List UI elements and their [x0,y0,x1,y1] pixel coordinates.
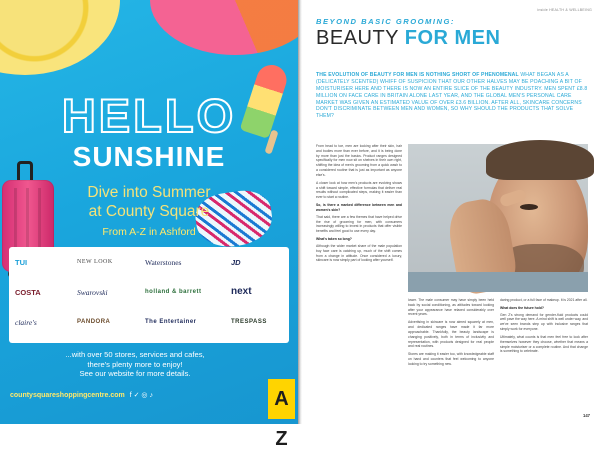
logo-swarovski: Swarovski [77,288,108,297]
body-paragraph: Although the wider market share of the male population buy face care is catching up, much of the shift comes from a change in attitude. Once considered a luxury, skincare is now simply part of looking after yourself. [316,243,402,263]
retailer-logo-panel [9,247,289,343]
standfirst-lead: THE EVOLUTION OF BEAUTY FOR MEN IS NOTHING SHORT OF PHENOMENAL [316,72,519,78]
logo-claires: claire's [15,318,37,327]
photo-eye [520,204,538,210]
man-applying-skincare-photo [408,144,588,292]
logo-new-look: NEW LOOK [77,259,113,265]
article-headline [316,28,500,48]
subheading: So, is there a marked difference between men and women's skin? [316,203,402,212]
body-paragraph: Ultimately, what counts is that men feel free to look after themselves however they choose, whether that means a simple moisturiser or a complete routine. And that change is something to celebrate. [500,334,588,354]
a-z-badge: A Z [268,379,295,419]
body-paragraph: Gen Z's strong demand for gender-fluid products could well pave the way here. A mind shift is well under way, and we've seen brands step up with inclusive ranges that simply work for everyone. [500,312,588,332]
logo-jd: JD [231,258,241,267]
body-paragraph: That said, there are a few themes that have helped drive the rise of grooming for men, with consumers increasingly willing to invest in products that offer visible benefits and feel good to use every day. [316,214,402,234]
logo-costa: COSTA [15,288,41,297]
logo-next: next [231,286,252,297]
photo-shirt [408,272,588,292]
more-line-3: See our website for more details. [79,369,191,379]
body-paragraph: daring product, or a full face of makeup. It is 2021 after all. [500,298,588,302]
body-paragraph: A closer look at how men's products are evolving shows a shift toward simple, effective formulas that deliver real results without complicated steps, making it easier than ever to start a routine. [316,180,402,200]
sun-hat-image [0,0,120,75]
social-icons[interactable]: f ✓ ◎ ♪ [129,392,153,399]
county-square-advert [0,0,298,450]
hello-heading: HELLO [61,89,237,142]
article-standfirst [316,72,588,120]
body-paragraph: lower. The male consumer may have simply been held back by social conditioning, as attitudes toward looking after your appearance have relaxed considerably over recent years. [408,298,494,317]
subheading: What does the future hold? [500,305,544,310]
headline-light: BEAUTY [316,27,399,49]
article-kicker: BEYOND BASIC GROOMING: [316,17,455,26]
body-paragraph: Advertising in skincare is now aimed squarely at men, and dedicated ranges have made it far more approachable. Thankfully, the beauty landscape is changing positively, both in terms of inclusivity and representation, with products designed for real people and real routines. [408,320,494,349]
article-column-3 [500,298,588,357]
page-number: 147 [583,413,590,418]
running-head: inside HEALTH & WELLBEING [537,8,592,12]
logo-waterstones: Waterstones [145,258,182,267]
more-line-2: there's plenty more to enjoy! [87,359,183,369]
logo-holland-barrett: holland & barrett [145,289,202,295]
website-row [10,392,270,399]
body-paragraph: Stores are making it easier too, with knowledgeable staff on hand and counters that feel welcoming to anyone looking to try something new. [408,352,494,366]
logo-trespass: TRESPASS [231,319,267,325]
photo-hair [486,140,594,180]
standfirst-rest: WHAT BEGAN AS A (DELICATELY SCENTED) WHIFF OF SUSPICION THAT OUR OTHER HALVES MAY BE POACHING A BIT OF MOISTURISER HERE AND THERE IS NOW AN ENTIRE SLICE OF THE BEAUTY INDUSTRY. MEN SPENT £8.8 MILLION ON FACE CARE IN BRITAIN ALONE LAST YEAR, AND THE GLOBAL MEN'S PERSONAL CARE MARKET WAS GIVEN AN ESTIMATED VALUE OF OVER £3.6 BILLION. AFTER ALL, SKINCARE CONCERNS DON'T DISCRIMINATE BETWEEN MEN AND WOMEN, SO WHY SHOULD THE PRODUCTS THAT SOLVE THEM? [316,72,588,120]
logo-pandora: PANDORA [77,319,111,325]
more-stores-text [0,350,270,379]
body-paragraph: From head to toe, men are looking after their skin, hair and bodies more than ever before, and it is being done by more than just the basics. Product ranges designed specifically for men now sit on shelves in their own right, shifting the idea of men's grooming from a quick wash to a considered routine that is just as important as anyone else's. [316,144,402,177]
article-column-2 [408,298,494,370]
tagline-line-1: Dive into Summer [87,184,211,201]
subheading: What's taken so long? [316,237,352,242]
beach-umbrella-image [150,0,320,55]
more-line-1: ...with over 50 stores, services and cafes, [65,350,205,359]
beauty-for-men-article [302,0,600,424]
from-a-z-line: From A-Z in Ashford [102,226,196,238]
logo-tui: TUI [15,258,28,267]
logo-the-entertainer: The Entertainer [145,319,197,325]
tagline-line-2: at County Square [88,202,210,220]
dive-into-summer-tagline [0,184,298,221]
website-link[interactable]: countysquareshoppingcentre.com [10,392,125,399]
sunshine-heading: SUNSHINE [72,141,226,172]
article-column-1 [316,144,402,266]
headline-bold: FOR MEN [404,27,501,49]
